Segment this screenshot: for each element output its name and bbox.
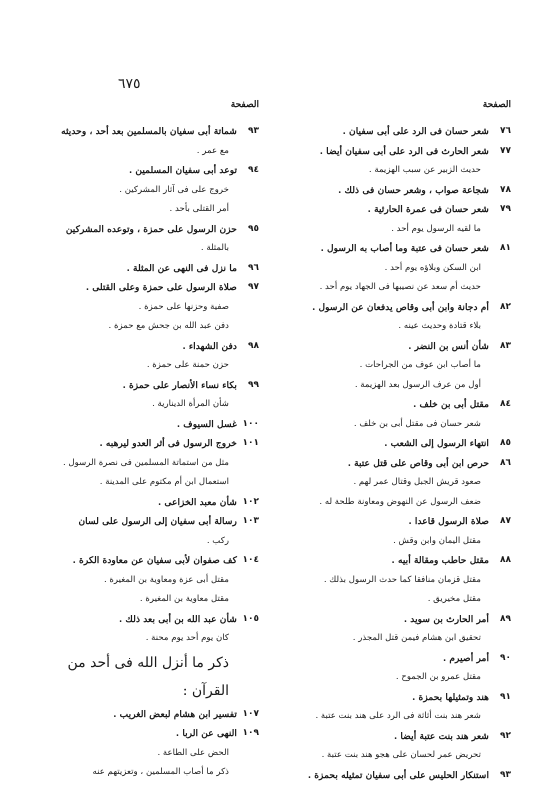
index-subentry	[41, 395, 259, 415]
page-number: ٦٧٥	[118, 76, 141, 92]
page-ref-number: ١٠٢	[242, 496, 259, 507]
page-ref-number: ٩٣	[500, 769, 511, 780]
index-entry	[283, 649, 511, 669]
page-ref-number: ١٠٩	[242, 728, 259, 738]
page-ref-number: ١٠٠	[242, 418, 259, 429]
index-entry	[283, 766, 511, 786]
entry-text: خروج على فى آثار المشركين .	[119, 184, 229, 195]
page-ref-number: ١٠٣	[242, 516, 259, 526]
entry-text: دفن الشهداء .	[182, 340, 237, 352]
index-subentry	[283, 590, 511, 610]
index-subentry	[283, 493, 511, 513]
index-entry	[283, 298, 511, 318]
index-entry	[41, 610, 259, 630]
page-ref-number: ٨٣	[500, 340, 511, 351]
entry-text: مع عمر .	[196, 145, 229, 156]
page-ref-number: ٨٥	[500, 438, 511, 448]
entry-text: ركب .	[206, 535, 229, 546]
index-entry	[283, 727, 511, 747]
page-ref-number: ١٠١	[242, 438, 259, 448]
section-title	[41, 677, 259, 705]
entry-text: بالمثلة .	[200, 243, 229, 253]
entry-text: أم دجانة وابن أبى وقاص يدفعان عن الرسول .	[312, 301, 489, 313]
page-ref-number: ١٠٧	[242, 708, 259, 719]
entry-text: استعمال ابن أم مكتوم على المدينة .	[99, 477, 229, 487]
index-entry	[41, 512, 259, 532]
index-entry	[41, 259, 259, 279]
index-subentry	[283, 668, 511, 688]
page-ref-number: ٨١	[500, 243, 511, 253]
index-subentry	[283, 473, 511, 493]
entry-text: تحقيق ابن هشام فيمن قتل المجذر .	[352, 633, 481, 643]
entry-text: حرص ابن أبى وقاص على قتل عتبة .	[347, 457, 489, 469]
entry-text: شأن معبد الخزاعى .	[157, 496, 237, 508]
index-subentry	[283, 532, 511, 552]
index-entry	[41, 705, 259, 725]
entry-text: شأن المرأة الدينارية .	[152, 399, 229, 409]
entry-text: غسل السيوف .	[176, 418, 237, 430]
page-ref-number: ٩٠	[500, 652, 511, 663]
page-ref-number: ٨٧	[500, 516, 511, 526]
index-subentry	[283, 259, 511, 279]
entry-text: صفية وحزنها على حمزة .	[138, 301, 229, 312]
entry-text: ضعف الرسول عن النهوض ومعاونة طلحة له .	[319, 496, 481, 507]
entry-text: حزن الرسول على حمزة ، وتوعده المشركين	[65, 223, 237, 235]
index-entry	[283, 239, 511, 259]
entry-text: ابن السكن وبلاؤه يوم أحد .	[384, 262, 481, 273]
index-subentry	[283, 376, 511, 396]
entry-text: شعر حسان فى عمرة الحارثية .	[367, 204, 489, 215]
index-subentry	[41, 142, 259, 162]
entry-text: حديث الزبير عن سبب الهزيمة .	[368, 165, 481, 175]
page-ref-number: ٩٢	[500, 730, 511, 741]
index-subentry	[41, 200, 259, 220]
page-ref-number: ٨٤	[500, 399, 511, 409]
entry-text: استنكار الحليس على أبى سفيان تمثيله بحمزة .	[307, 769, 489, 781]
index-entry	[41, 337, 259, 357]
entry-text: بكاء نساء الأنصار على حمزة .	[122, 379, 237, 391]
entry-text: مقتل معاوية بن المغيرة .	[139, 594, 229, 604]
entry-text: شجاعة صواب ، وشعر حسان فى ذلك .	[338, 184, 489, 196]
index-entry	[41, 551, 259, 571]
index-entry	[41, 493, 259, 513]
index-subentry	[41, 763, 259, 783]
page-ref-number: ٧٩	[500, 204, 511, 214]
entry-text: أول من عرف الرسول بعد الهزيمة .	[354, 379, 481, 390]
entry-text: توعد أبى سفيان المسلمين .	[128, 165, 237, 176]
entry-text: شماتة أبى سفيان بالمسلمين بعد أحد ، وحديثه	[61, 126, 237, 137]
index-subentry	[283, 220, 511, 240]
index-entry	[41, 220, 259, 240]
entry-text: صلاة الرسول على حمزة وعلى القتلى .	[85, 282, 237, 293]
index-entry	[283, 200, 511, 220]
entry-text: الحض على الطاعة .	[157, 747, 229, 758]
index-entry	[41, 278, 259, 298]
entry-text: مقتل حاطب ومقالة أبيه .	[391, 555, 489, 566]
page-ref-number: ٩٩	[248, 379, 259, 390]
page-ref-number: ٧٨	[500, 184, 511, 195]
page-ref-number: ٩٥	[248, 223, 259, 234]
index-entry	[283, 434, 511, 454]
entry-text: كان يوم أحد يوم محنة .	[145, 633, 229, 643]
index-entry	[283, 610, 511, 630]
entry-text: أمر أصيرم .	[442, 652, 489, 664]
index-subentry	[283, 161, 511, 181]
page-ref-number: ٩٤	[248, 165, 259, 175]
entry-text: شأن أنس بن النضر .	[408, 340, 489, 352]
index-subentry	[41, 532, 259, 552]
index-entry	[41, 415, 259, 435]
index-subentry	[41, 181, 259, 201]
page-ref-number: ٨٩	[500, 613, 511, 624]
index-entry	[283, 512, 511, 532]
index-subentry	[283, 571, 511, 591]
index-subentry	[41, 239, 259, 259]
index-subentry	[41, 356, 259, 376]
column-header-page: الصفحة	[230, 100, 259, 110]
index-entry	[41, 434, 259, 454]
entry-text: خروج الرسول فى أثر العدو ليرهبه .	[99, 438, 237, 449]
index-entry	[41, 122, 259, 142]
entry-text: صلاة الرسول قاعدا .	[408, 516, 489, 527]
entry-text: شعر هند بنت أثاثة فى الرد على هند بنت عتبة .	[315, 711, 481, 721]
page-ref-number: ٧٧	[500, 145, 511, 156]
entry-text: القرآن :	[182, 682, 229, 699]
entry-text: شعر هند بنت عتبة أيضا .	[393, 730, 489, 742]
entry-text: ما لقيه الرسول يوم أحد .	[391, 223, 481, 234]
entry-text: رسالة أبى سفيان إلى الرسول على لسان	[78, 516, 237, 527]
page-ref-number: ٨٢	[500, 301, 511, 312]
index-entry	[283, 142, 511, 162]
entry-text: شعر حسان فى مقتل أبى بن خلف .	[353, 418, 481, 429]
page-ref-number: ٩٣	[248, 126, 259, 136]
entry-text: شعر الحارث فى الرد على أبى سفيان أيضا .	[319, 145, 489, 157]
index-subentry	[41, 590, 259, 610]
index-subentry	[41, 744, 259, 764]
entry-text: النهى عن الربا .	[175, 728, 237, 739]
index-subentry	[283, 707, 511, 727]
entry-text: انتهاء الرسول إلى الشعب .	[384, 438, 489, 449]
index-entry	[283, 688, 511, 708]
entry-text: مقتل مخيريق .	[427, 594, 481, 604]
index-subentry	[283, 746, 511, 766]
entry-text: ذكر ما أصاب المسلمين ، وتعزيتهم عنه	[92, 767, 229, 777]
page-ref-number: ٧٦	[500, 126, 511, 136]
entry-text: أمر الحارث بن سويد .	[403, 613, 489, 625]
entry-text: شعر حسان فى عتبة وما أصاب به الرسول .	[320, 243, 489, 254]
entry-text: دفن عبد الله بن جحش مع حمزة .	[108, 321, 229, 331]
column-header-page: الصفحة	[482, 100, 511, 110]
index-column-right	[283, 98, 511, 785]
index-entry	[283, 337, 511, 357]
entry-text: صعود قريش الجبل وقتال عمر لهم .	[353, 477, 481, 487]
index-column-left	[41, 98, 259, 783]
index-subentry	[283, 629, 511, 649]
page-ref-number: ٩٨	[248, 340, 259, 351]
index-subentry	[283, 415, 511, 435]
page-ref-number: ١٠٤	[242, 555, 259, 565]
page-ref-number: ٨٦	[500, 457, 511, 468]
index-subentry	[41, 629, 259, 649]
page-ref-number: ٨٨	[500, 555, 511, 565]
index-subentry	[283, 356, 511, 376]
index-subentry	[41, 298, 259, 318]
section-title	[41, 649, 259, 677]
index-subentry	[41, 571, 259, 591]
entry-text: مقتل قزمان منافقا كما حدث الرسول بذلك .	[323, 574, 481, 585]
entry-text: مقتل عمرو بن الجموح .	[395, 672, 481, 682]
index-subentry	[283, 278, 511, 298]
entry-text: بلاء قتادة وحديث عينه .	[398, 321, 481, 331]
index-entry	[283, 122, 511, 142]
entry-text: ما أصاب ابن عوف من الجراحات .	[359, 360, 481, 370]
entry-text: حزن حمنة على حمزة .	[146, 360, 229, 370]
entry-text: مقتل اليمان وابن وقش .	[393, 535, 481, 546]
entry-text: مثل من استماتة المسلمين فى نصرة الرسول .	[62, 457, 229, 468]
index-entry	[41, 161, 259, 181]
index-entry	[41, 724, 259, 744]
entry-text: حديث أم سعد عن نصيبها فى الجهاد يوم أحد .	[319, 282, 481, 292]
page-ref-number: ١٠٥	[242, 613, 259, 624]
page-ref-number: ٩٧	[248, 282, 259, 292]
entry-text: هند وتمثيلها بحمزة .	[412, 691, 489, 703]
index-subentry	[41, 454, 259, 474]
entry-text: ما نزل فى النهى عن المثلة .	[126, 262, 237, 274]
index-subentry	[41, 317, 259, 337]
page-ref-number: ٩١	[500, 691, 511, 702]
entry-text: مقتل أبى عزة ومعاوية بن المغيرة .	[103, 574, 229, 585]
entry-text: ذكر ما أنزل الله فى أحد من	[67, 654, 229, 671]
index-entry	[283, 181, 511, 201]
entry-text: شعر حسان فى الرد على أبى سفيان .	[342, 126, 489, 137]
index-entry	[41, 376, 259, 396]
entry-text: شأن عبد الله بن أبى بعد ذلك .	[119, 613, 237, 625]
index-subentry	[41, 473, 259, 493]
index-subentry	[283, 317, 511, 337]
entry-text: مقتل أبى بن خلف .	[413, 399, 489, 410]
entry-text: تفسير ابن هشام لبعض الغريب .	[113, 708, 237, 720]
index-entry	[283, 551, 511, 571]
index-entry	[283, 454, 511, 474]
entry-text: تحريض عمر لحسان على هجو هند بنت عتبة .	[321, 750, 481, 760]
entry-text: أمر القتلى بأحد .	[169, 204, 229, 214]
index-entry	[283, 395, 511, 415]
page-ref-number: ٩٦	[248, 262, 259, 273]
entry-text: كف صفوان لأبى سفيان عن معاودة الكرة .	[72, 555, 237, 566]
